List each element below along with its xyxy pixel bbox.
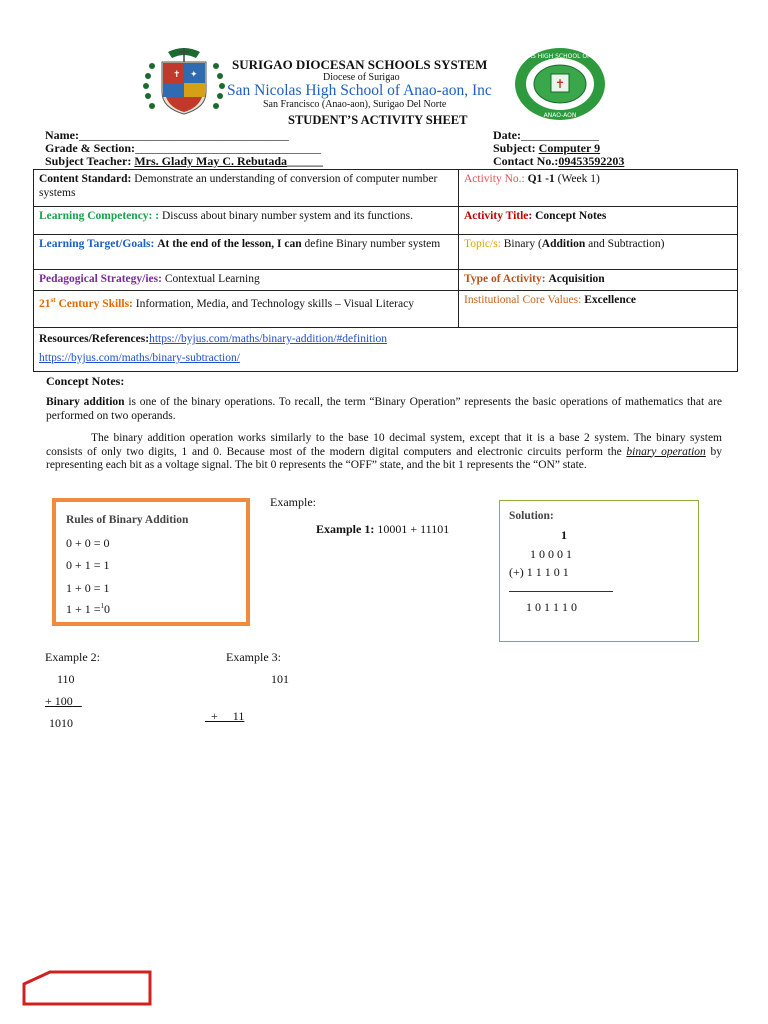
- binary-operation-link[interactable]: binary operation: [626, 445, 706, 458]
- activity-type-cell: [459, 270, 738, 291]
- example-3-operand-b: + 11: [211, 709, 245, 723]
- paragraph-binary-operation: [46, 432, 722, 473]
- header-address: San Francisco (Anao-aon), Surigao Del Norte: [263, 99, 447, 110]
- example-1-text: 10001 + 11101: [377, 522, 450, 536]
- strategy-label: Pedagogical Strategy/ies:: [39, 273, 162, 285]
- svg-text:✦: ✦: [190, 70, 198, 80]
- activity-no-label: Activity No.:: [464, 173, 525, 185]
- topic-label: Topic/s:: [464, 238, 501, 250]
- date-line: _____________: [520, 128, 599, 142]
- p1-bold: Binary addition: [46, 396, 125, 408]
- century-skills-cell: [34, 291, 459, 328]
- reference-link-addition[interactable]: https://byjus.com/maths/binary-addition/#definition: [149, 333, 388, 345]
- activity-title-value: Concept Notes: [535, 210, 607, 222]
- topic-pre: Binary (: [503, 238, 542, 250]
- core-values-cell: [459, 291, 738, 328]
- resources-cell: [34, 328, 738, 372]
- rules-box: [52, 498, 250, 626]
- learning-target-text: define Binary number system: [304, 238, 441, 250]
- teacher-trail: ______: [287, 154, 323, 168]
- content-standard-cell: [34, 170, 459, 207]
- activity-type-value: Acquisition: [548, 273, 605, 285]
- example-3-label: Example 3:: [226, 650, 281, 664]
- century-skills-text: Information, Media, and Technology skills – Visual Literacy: [135, 297, 414, 310]
- strategy-text: Contextual Learning: [164, 273, 260, 285]
- century-skills-label: 21st Century Skills:: [39, 296, 133, 310]
- competency-label: Learning Competency: :: [39, 210, 160, 222]
- header-system-name: SURIGAO DIOCESAN SCHOOLS SYSTEM: [232, 57, 488, 72]
- strategy-cell: [34, 270, 459, 291]
- activity-type-label: Type of Activity:: [464, 273, 546, 285]
- learning-target-bold: At the end of the lesson, I can: [157, 238, 302, 250]
- example-1: [316, 522, 449, 537]
- subject-label: Subject:: [493, 141, 536, 155]
- activity-no-value: Q1 -1: [527, 173, 555, 185]
- teacher-value: Mrs. Glady May C. Rebutada: [134, 154, 287, 168]
- learning-target-cell: [34, 235, 459, 270]
- subject-value: Computer 9: [538, 141, 601, 155]
- resources-label: Resources/References:: [39, 333, 150, 345]
- core-values-label: Institutional Core Values:: [464, 294, 582, 306]
- p1-text: is one of the binary operations. To recall, the term “Binary Operation” represents the basic operations of mathematics that are performed on two operands.: [46, 396, 722, 422]
- rules-title: Rules of Binary Addition: [66, 514, 189, 526]
- p2-post: by representing each bit as a voltage signal. The bit 0 represents the “OFF” state, and the bit 1 represents the “ON” state.: [46, 445, 722, 471]
- grade-label: Grade & Section:: [45, 141, 135, 155]
- rule-3: 1 + 0 = 1: [66, 581, 110, 595]
- rule-1: 0 + 0 = 0: [66, 536, 110, 550]
- activity-title-label: Activity Title:: [464, 210, 533, 222]
- seal-bottom-text: ANAO-AON: [543, 112, 577, 119]
- name-line: ___________________________________: [78, 128, 289, 142]
- activity-title-cell: [459, 207, 738, 235]
- topic-cell: [459, 235, 738, 270]
- date-label: Date:: [493, 128, 521, 142]
- solution-result: 1 0 1 1 1 0: [526, 600, 577, 614]
- p2-pre: The binary addition operation works similarly to the base 10 decimal system, except that it is a base 2 system. The binary system consists of only two digits, 1 and 0. Because most of the modern digital computers and electronic circuits perform the: [46, 432, 722, 458]
- svg-text:✝: ✝: [173, 70, 181, 80]
- activity-no-week: (Week 1): [557, 173, 600, 185]
- sheet-title: STUDENT’S ACTIVITY SHEET: [288, 113, 468, 127]
- grade-line: _______________________________: [134, 141, 321, 155]
- footer-tag-shape: [22, 970, 152, 1006]
- example-3-operand-a: 101: [271, 672, 289, 686]
- content-standard-label: Content Standard:: [39, 173, 132, 185]
- solution-carry: 1: [561, 528, 567, 542]
- topic-bold: Addition: [541, 238, 586, 250]
- diocese-crest-logo: [138, 46, 230, 116]
- solution-box: [499, 500, 699, 642]
- topic-post: and Subtraction): [588, 238, 665, 250]
- seal-ring-text: SAN NICOLAS HIGH SCHOOL OF ANAO-AON: [494, 53, 626, 60]
- learning-target-label: Learning Target/Goals:: [39, 238, 155, 250]
- example-1-label: Example 1:: [316, 522, 375, 536]
- example-2-label: Example 2:: [45, 650, 100, 664]
- header-school-name: San Nicolas High School of Anao-aon, Inc: [227, 82, 492, 99]
- example-2-operand-a: 110: [57, 672, 75, 686]
- competency-cell: [34, 207, 459, 235]
- svg-text:✝: ✝: [555, 77, 566, 91]
- name-label: Name:: [45, 128, 79, 142]
- solution-operand-1: 1 0 0 0 1: [530, 547, 572, 561]
- paragraph-binary-addition: [46, 396, 722, 423]
- core-values-value: Excellence: [584, 294, 636, 306]
- solution-label: Solution:: [509, 510, 554, 522]
- teacher-label: Subject Teacher:: [45, 154, 132, 168]
- school-seal-logo: [494, 46, 626, 122]
- competency-text: Discuss about binary number system and its functions.: [161, 210, 414, 222]
- activity-info-table: [33, 169, 738, 372]
- subject-teacher-field: [45, 154, 323, 169]
- example-label: Example:: [270, 495, 316, 509]
- header-diocese: Diocese of Surigao: [323, 72, 400, 83]
- example-2-result: 1010: [49, 716, 73, 730]
- reference-link-subtraction[interactable]: https://byjus.com/maths/binary-subtraction/: [39, 352, 240, 364]
- contact-value: 09453592203: [558, 154, 625, 168]
- example-2-operand-b: + 100: [45, 694, 73, 708]
- activity-no-cell: [459, 170, 738, 207]
- contact-label: Contact No.:: [493, 154, 559, 168]
- rule-2: 0 + 1 = 1: [66, 558, 110, 572]
- rule-4: 1 + 1 =$^1$0: [66, 602, 111, 616]
- solution-operand-2: (+) 1 1 1 0 1: [509, 565, 569, 579]
- solution-rule-line: [509, 591, 613, 592]
- contact-field: [493, 154, 624, 169]
- concept-notes-heading: Concept Notes:: [46, 374, 125, 388]
- content-standard-text: Demonstrate an understanding of conversion of computer number systems: [39, 173, 438, 199]
